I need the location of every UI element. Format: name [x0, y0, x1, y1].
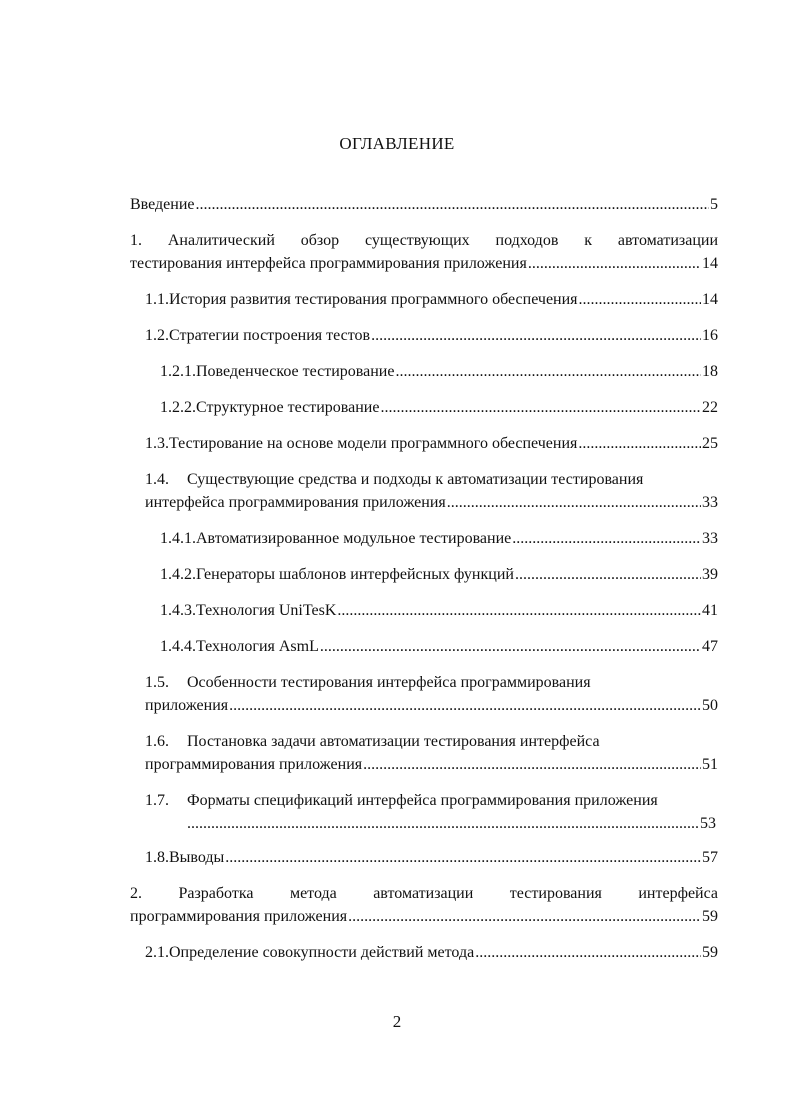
toc-entry-1-4-1[interactable]: [160, 530, 718, 548]
toc-entry-title: Форматы спецификаций интерфейса программирования приложения: [187, 792, 658, 809]
toc-entry-number: 2.1.: [145, 944, 169, 961]
dot-leader: [225, 849, 701, 867]
dot-leader: [395, 363, 701, 381]
toc-entry-number: 1.7.: [145, 792, 169, 809]
toc-entry-title: тестирования интерфейса программирования приложения: [130, 255, 527, 272]
toc-entry-page: 33: [702, 530, 718, 547]
toc-entry-number: 1.4.4.: [160, 638, 196, 655]
toc-entry-number: 1.5.: [145, 674, 169, 691]
toc-entry-page: 51: [702, 756, 718, 773]
toc-entry-page: 14: [702, 291, 718, 308]
toc-entry-chapter-2-line1[interactable]: 2. Разработка метода автоматизации тестирования интерфейса: [130, 885, 718, 902]
toc-entry-1-4-4[interactable]: [160, 638, 718, 656]
toc-entry-1-4-2[interactable]: [160, 566, 718, 584]
toc-entry-title: История развития тестирования программного обеспечения: [169, 291, 578, 308]
toc-entry-page: 59: [702, 944, 718, 961]
toc-entry-title: Поведенческое тестирование: [196, 363, 395, 380]
toc-entry-1-4[interactable]: [145, 494, 718, 512]
dot-leader: [380, 399, 701, 417]
dot-leader: [578, 435, 701, 453]
toc-entry-chapter-1[interactable]: [130, 255, 718, 273]
toc-entry-page: 5: [710, 196, 718, 213]
dot-leader: [320, 638, 701, 656]
dot-leader: [515, 566, 701, 584]
dot-leader: [363, 756, 701, 774]
toc-entry-title: программирования приложения: [130, 908, 348, 925]
dot-leader: [512, 530, 701, 548]
dot-leader: [196, 196, 710, 214]
toc-entry-title: Технология AsmL: [196, 638, 319, 655]
toc-entry-chapter-2[interactable]: [130, 908, 718, 926]
toc-entry-page: 16: [702, 327, 718, 344]
toc-entry-1-8[interactable]: [145, 849, 718, 867]
toc-entry-title-continued: программирования приложения: [145, 756, 363, 773]
toc-entry-number: 1.4.: [145, 471, 169, 488]
toc-entry-number: 1.8.: [145, 849, 169, 866]
toc-entry-number: 1.2.2.: [160, 399, 196, 416]
toc-entry-1-2-2[interactable]: [160, 399, 718, 417]
toc-entry-title: Особенности тестирования интерфейса программирования: [187, 674, 591, 691]
toc-entry-title: Тестирование на основе модели программного обеспечения: [169, 435, 578, 452]
toc-entry-1-6-line1[interactable]: [145, 733, 718, 751]
toc-entry-title: Постановка задачи автоматизации тестирования интерфейса: [187, 733, 600, 750]
toc-entry-title: Автоматизированное модульное тестирование: [196, 530, 512, 547]
dot-leader: [579, 291, 701, 309]
toc-entry-page: 47: [702, 638, 718, 655]
toc-entry-title: Существующие средства и подходы к автоматизации тестирования: [187, 471, 644, 488]
toc-entry-page: 50: [702, 697, 718, 714]
dot-leader: [229, 697, 701, 715]
toc-entry-page: 18: [702, 363, 718, 380]
dot-leader: [187, 815, 699, 833]
toc-entry-title: Определение совокупности действий метода: [169, 944, 475, 961]
toc-entry-title: Генераторы шаблонов интерфейсных функций: [196, 566, 514, 583]
toc-entry-title: Технология UniTesK: [196, 602, 337, 619]
toc-entry-page: 39: [702, 566, 718, 583]
toc-entry-number: 1.4.2.: [160, 566, 196, 583]
toc-entry-page: 59: [702, 908, 718, 925]
dot-leader: [371, 327, 701, 345]
toc-entry-title-continued: приложения: [145, 697, 229, 714]
toc-entry-title: Выводы: [169, 849, 225, 866]
toc-entry-page: 53: [700, 815, 716, 832]
toc-entry-1-6[interactable]: [145, 756, 718, 774]
toc-entry-1-2-1[interactable]: [160, 363, 718, 381]
toc-entry-number: 1.4.3.: [160, 602, 196, 619]
toc-entry-1-5[interactable]: [145, 697, 718, 715]
toc-entry-number: 1.6.: [145, 733, 169, 750]
toc-entry-1-2[interactable]: [145, 327, 718, 345]
toc-entry-page: 33: [702, 494, 718, 511]
toc-entry-1-4-line1[interactable]: [145, 471, 718, 489]
toc-entry-page: 57: [702, 849, 718, 866]
toc-entry-1-4-3[interactable]: [160, 602, 718, 620]
toc-entry-title: Структурное тестирование: [196, 399, 380, 416]
toc-entry-1-7[interactable]: [187, 815, 716, 833]
toc-entry-title: Введение: [130, 196, 195, 213]
dot-leader: [337, 602, 701, 620]
toc-entry-page: 41: [702, 602, 718, 619]
toc-entry-page: 25: [702, 435, 718, 452]
toc-entry-number: 1.1.: [145, 291, 169, 308]
toc-entry-title: Стратегии построения тестов: [169, 327, 371, 344]
toc-entry-1-1[interactable]: [145, 291, 718, 309]
toc-entry-1-5-line1[interactable]: [145, 674, 718, 692]
dot-leader: [447, 494, 701, 512]
toc-entry-1-3[interactable]: [145, 435, 718, 453]
toc-entry-page: 14: [702, 255, 718, 272]
page-number: 2: [392, 1012, 402, 1031]
toc-entry-title-continued: интерфейса программирования приложения: [145, 494, 446, 511]
toc-entry-introduction[interactable]: [130, 196, 718, 214]
dot-leader: [528, 255, 701, 273]
toc-entry-number: 1.3.: [145, 435, 169, 452]
toc-entry-number: 1.4.1.: [160, 530, 196, 547]
toc-entry-1-7-line1[interactable]: [145, 792, 718, 810]
toc-entry-number: 1.2.1.: [160, 363, 196, 380]
dot-leader: [348, 908, 701, 926]
toc-entry-number: 1.2.: [145, 327, 169, 344]
toc-entry-chapter-1-line1[interactable]: 1. Аналитический обзор существующих подходов к автоматизации: [130, 232, 718, 249]
toc-entry-2-1[interactable]: [145, 944, 718, 962]
dot-leader: [475, 944, 701, 962]
toc-entry-page: 22: [702, 399, 718, 416]
page-title: ОГЛАВЛЕНИЕ: [339, 134, 455, 153]
